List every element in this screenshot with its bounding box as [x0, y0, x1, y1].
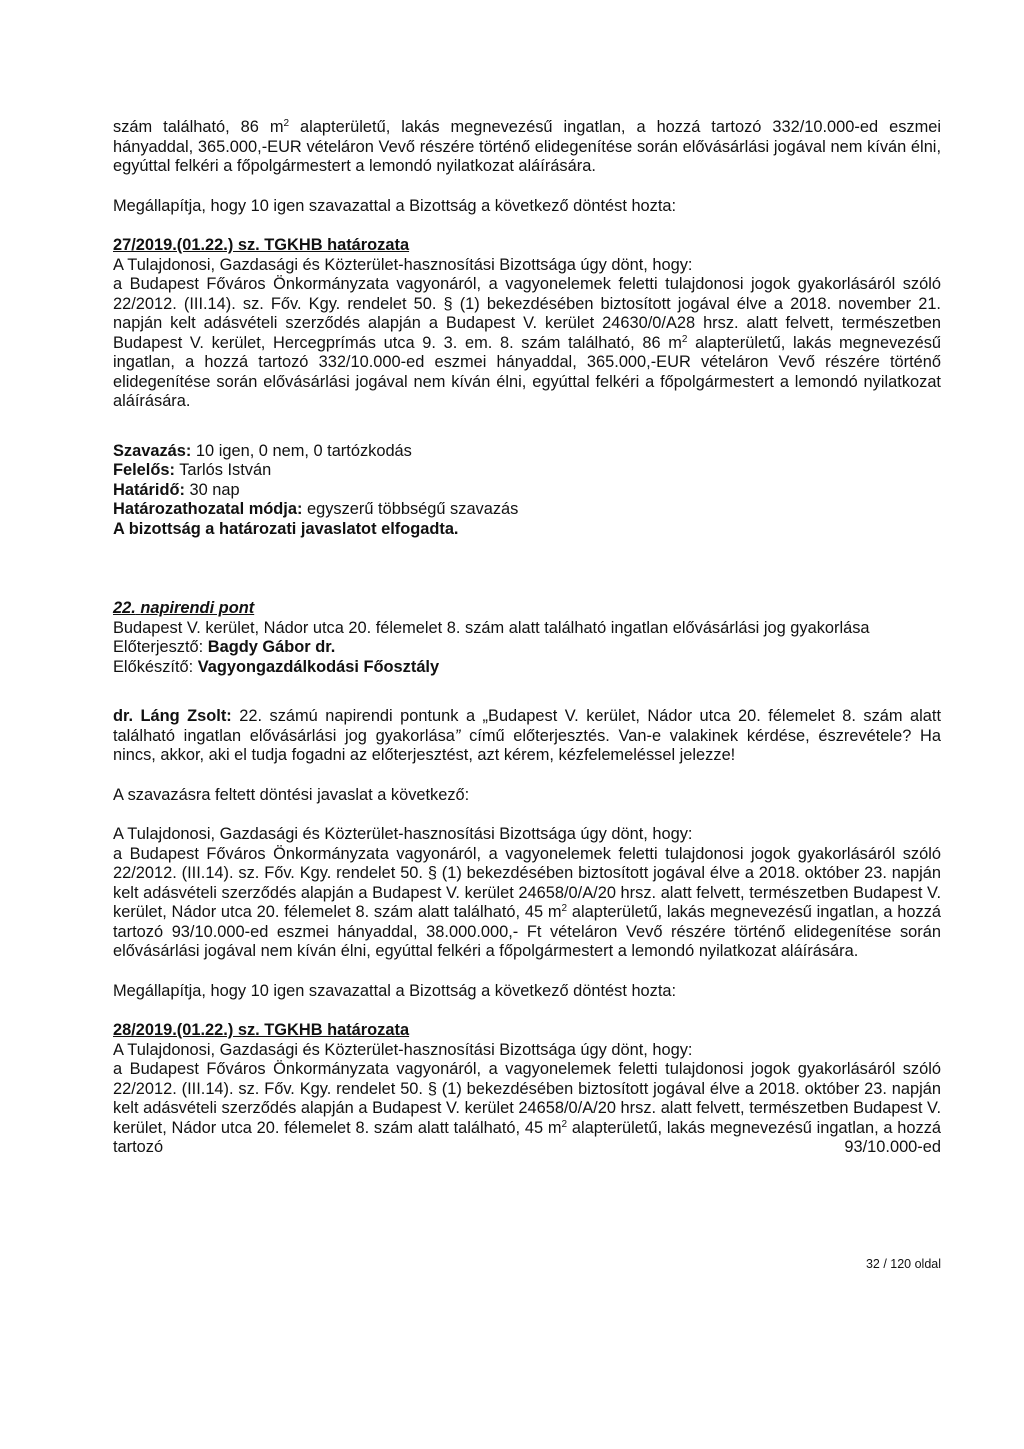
- agenda-heading: [113, 599, 254, 617]
- speaker-name: dr. Láng Zsolt:: [113, 707, 232, 725]
- text: alapterületű, lakás megnevezésű ingatlan, a hozzá tartozó 93/10.000-ed eszmei hányaddal, 38.000.000,- Ft vételáron Vevő részére történő elidegenítése során elővásárlási jogával nem kíván élni, egyúttal felkéri a főpolgármestert a lemondó nyilatkozat aláírására.: [113, 903, 942, 960]
- text: a Budapest Főváros Önkormányzata vagyonáról, a vagyonelemek feletti tulajdonosi jogok gyakorlásáról szóló 22/2012. (III.14). sz. Főv. Kgy. rendelet 50. § (1) bekezdésében biztosított jogával élve a 2018. október 23. napján kelt adásvételi szerződés alapján a Budapest V. kerület 24658/0/A/20 hrsz. alatt felvett, természetben Budapest V. kerület, Nádor utca 20. félemelet 8. szám alatt található, 45 m: [113, 1060, 941, 1137]
- label: Felelős:: [113, 461, 175, 479]
- text: a Budapest Főváros Önkormányzata vagyonáról, a vagyonelemek feletti tulajdonosi jogok gyakorlásáról szóló 22/2012. (III.14). sz. Főv. Kgy. rendelet 50. § (1) bekezdésében biztosított jogával élve a 2018. október 23. napján kelt adásvételi szerződés alapján a Budapest V. kerület 24658/0/A/20 hrsz. alatt felvett, természetben Budapest V. kerület, Nádor utca 20. félemelet 8. szám alatt található, 45 m: [113, 844, 941, 921]
- text: 22. számú napirendi pontunk a „Budapest V. kerület, Nádor utca 20. félemelet 8. szám alatt található ingatlan elővásárlási jog gyakorlása: [113, 707, 942, 745]
- decision-statement: Megállapítja, hogy 10 igen szavazattal a Bizottság a következő döntést hozta:: [113, 981, 677, 1000]
- preparer: [113, 658, 941, 678]
- resolution-body: [113, 1060, 941, 1158]
- agenda-label: napirendi pont: [140, 599, 255, 617]
- value: 30 nap: [184, 480, 240, 499]
- resolution-body: [113, 275, 941, 412]
- proposal-block: [113, 825, 941, 962]
- accepted-statement: A bizottság a határozati javaslatot elfogadta.: [113, 519, 459, 538]
- resolution-27: [113, 236, 941, 412]
- value: Vagyongazdálkodási Főosztály: [197, 657, 440, 676]
- resolution-28: [113, 1021, 941, 1158]
- agenda-item-22: [113, 599, 941, 677]
- label: Szavazás:: [113, 441, 192, 460]
- speech-paragraph: [113, 707, 941, 766]
- superscript: 2: [561, 903, 568, 914]
- label: Előkészítő:: [113, 657, 198, 676]
- resolution-intro: A Tulajdonosi, Gazdasági és Közterület-hasznosítási Bizottsága úgy dönt, hogy:: [113, 255, 693, 274]
- superscript: 2: [283, 118, 290, 129]
- decision-statement: Megállapítja, hogy 10 igen szavazattal a Bizottság a következő döntést hozta:: [113, 196, 677, 215]
- agenda-subject: Budapest V. kerület, Nádor utca 20. félemelet 8. szám alatt található ingatlan elővásárlási jog gyakorlása: [113, 618, 870, 637]
- label: Határidő:: [113, 480, 185, 499]
- value: Bagdy Gábor dr.: [207, 638, 336, 656]
- deadline: [113, 481, 941, 501]
- proposal-intro-line: A Tulajdonosi, Gazdasági és Közterület-hasznosítási Bizottsága úgy dönt, hogy:: [113, 825, 693, 843]
- text: alapterületű, lakás megnevezésű ingatlan, a hozzá tartozó 332/10.000-ed eszmei hányaddal, 365.000,-EUR vételáron Vevő részére történő elidegenítése során elővásárlási jogával nem kíván élni, egyúttal felkéri a főpolgármestert a lemondó nyilatkozat aláírására.: [113, 118, 941, 175]
- proposal-intro: A szavazásra feltett döntési javaslat a következő:: [113, 785, 470, 804]
- page-content: [113, 118, 941, 1158]
- text: című előterjesztés. Van-e valakinek kérdése, észrevétele? Ha nincs, akkor, aki el tudja fogadni az előterjesztést, azt kérem, kézfelemeléssel jelezze!: [113, 726, 941, 764]
- voting-method: [113, 500, 941, 520]
- value: Tarlós István: [174, 461, 272, 479]
- presenter: [113, 638, 941, 658]
- text: a Budapest Főváros Önkormányzata vagyonáról, a vagyonelemek feletti tulajdonosi jogok gyakorlásáról szóló 22/2012. (III.14). sz. Főv. Kgy. rendelet 50. § (1) bekezdésében biztosított jogával élve a 2018. november 21. napján kelt adásvételi szerződés alapján a Budapest V. kerület 24630/0/A28 hrsz. alatt felvett, természetben Budapest V. kerület, Hercegprímás utca 9. 3. em. 8. szám található, 86 m: [113, 275, 941, 352]
- agenda-number: 22.: [113, 599, 136, 617]
- resolution-title: 27/2019.(01.22.) sz. TGKHB határozata: [113, 236, 410, 254]
- superscript: 2: [561, 1118, 568, 1130]
- text: alapterületű, lakás megnevezésű ingatlan, a hozzá tartozó 93/10.000-ed: [113, 1118, 942, 1156]
- text: alapterületű, lakás megnevezésű ingatlan, a hozzá tartozó 332/10.000-ed eszmei hányaddal, 365.000,-EUR vételáron Vevő részére történő elidegenítése során elővásárlási jogával nem kíván élni, egyúttal felkéri a főpolgármestert a lemondó nyilatkozat aláírására.: [113, 333, 941, 410]
- resolution-title: 28/2019.(01.22.) sz. TGKHB határozata: [113, 1021, 410, 1039]
- proposal-body: [113, 845, 941, 962]
- page-number: 32 / 120 oldal: [865, 1257, 941, 1271]
- vote-result: [113, 442, 941, 462]
- label: Előterjesztő:: [113, 638, 208, 656]
- text: szám található, 86 m: [113, 118, 284, 136]
- value: 10 igen, 0 nem, 0 tartózkodás: [191, 441, 412, 460]
- responsible: [113, 461, 941, 481]
- resolution-intro: A Tulajdonosi, Gazdasági és Közterület-hasznosítási Bizottsága úgy dönt, hogy:: [113, 1040, 693, 1059]
- closing-quote: ”: [454, 726, 461, 745]
- label: Határozathozatal módja:: [113, 500, 303, 518]
- value: egyszerű többségű szavazás: [302, 500, 519, 518]
- continuation-paragraph: [113, 118, 941, 177]
- vote-block: [113, 442, 941, 540]
- superscript: 2: [681, 333, 688, 345]
